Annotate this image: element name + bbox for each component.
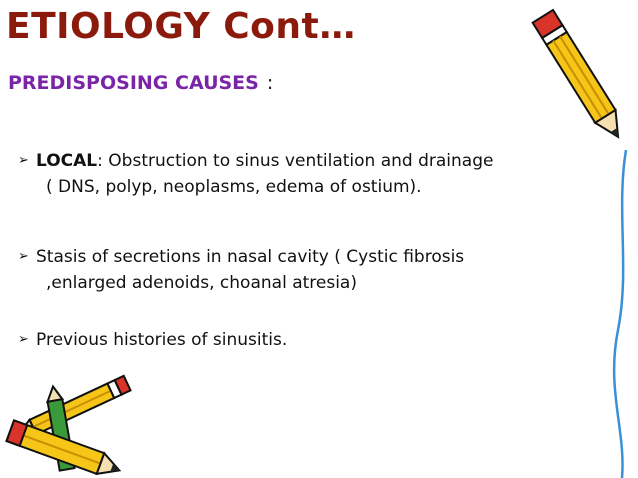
bullet-line <box>18 148 588 174</box>
bullet-stasis <box>18 244 588 296</box>
bullet-history <box>18 327 588 353</box>
bullet-continuation: ( DNS, polyp, neoplasms, edema of ostium). <box>46 177 422 197</box>
pencil-clipart-icon <box>528 0 638 150</box>
pencils-clipart-icon <box>0 372 140 478</box>
bullet-arrow-icon: ➢ <box>18 332 29 347</box>
bullet-text: : Obstruction to sinus ventilation and drainage <box>97 151 494 171</box>
bullet-text: Stasis of secretions in nasal cavity ( Cystic fibrosis <box>36 247 465 267</box>
bullet-text: Previous histories of sinusitis. <box>36 330 288 350</box>
bullet-arrow-icon: ➢ <box>18 153 29 168</box>
bullet-local <box>18 148 588 200</box>
bullet-label: LOCAL <box>36 151 98 171</box>
bullet-arrow-icon: ➢ <box>18 249 29 264</box>
bullet-continuation: ,enlarged adenoids, choanal atresia) <box>46 273 357 293</box>
slide-title: ETIOLOGY Cont… <box>6 6 356 47</box>
subtitle-text: PREDISPOSING CAUSES <box>8 72 259 94</box>
subtitle-colon: : <box>266 72 274 94</box>
slide-subtitle <box>8 72 273 94</box>
notebook-margin-line-icon <box>596 150 638 478</box>
